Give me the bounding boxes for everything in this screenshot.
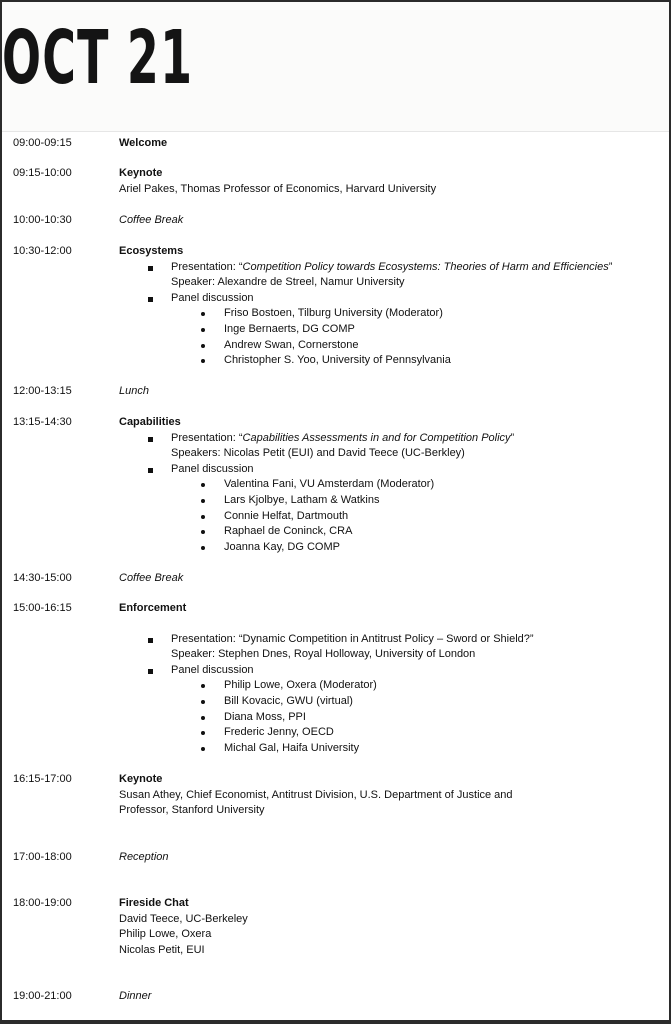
session-title: Coffee Break <box>119 572 184 584</box>
panelist: Joanna Kay, DG COMP <box>119 540 664 556</box>
time-slot: 18:00-19:00 <box>13 897 72 909</box>
bottom-border <box>0 1020 671 1024</box>
speaker-line: Professor, Stanford University <box>119 804 265 817</box>
presentation-item: Presentation: “Dynamic Competition in Antitrust Policy – Sword or Shield?” <box>119 632 664 648</box>
presentation-item: Presentation: “Capabilities Assessments in and for Competition Policy” <box>119 431 664 447</box>
panel-discussion-item: Panel discussion <box>119 462 664 478</box>
speaker-line: Philip Lowe, Oxera <box>119 928 212 941</box>
panelist: Inge Bernaerts, DG COMP <box>119 322 664 338</box>
panelist: Raphael de Coninck, CRA <box>119 524 664 540</box>
panelist: Frederic Jenny, OECD <box>119 725 664 741</box>
session-title: Capabilities <box>119 416 181 428</box>
time-slot: 14:30-15:00 <box>13 572 72 584</box>
time-slot: 09:00-09:15 <box>13 137 72 149</box>
agenda-page <box>2 2 669 1020</box>
speaker-line: Speaker: Stephen Dnes, Royal Holloway, University of London <box>171 648 476 661</box>
panelist: Lars Kjolbye, Latham & Watkins <box>119 493 664 509</box>
session-title: Reception <box>119 851 169 863</box>
speaker-line: Speaker: Alexandre de Streel, Namur University <box>171 276 405 289</box>
speaker-line: Nicolas Petit, EUI <box>119 943 205 956</box>
time-slot: 10:30-12:00 <box>13 245 72 257</box>
session-title: Keynote <box>119 167 163 179</box>
panelist: Valentina Fani, VU Amsterdam (Moderator) <box>119 477 664 493</box>
time-slot: 10:00-10:30 <box>13 214 72 226</box>
speaker-line: David Teece, UC-Berkeley <box>119 912 248 925</box>
panelist: Bill Kovacic, GWU (virtual) <box>119 694 664 710</box>
speaker-line: Speakers: Nicolas Petit (EUI) and David Teece (UC-Berkley) <box>171 447 465 460</box>
presentation-item: Presentation: “Competition Policy towards Ecosystems: Theories of Harm and Efficiencies” <box>119 260 664 276</box>
time-slot: 09:15-10:00 <box>13 167 72 179</box>
time-slot: 16:15-17:00 <box>13 773 72 785</box>
session-title: Keynote <box>119 773 163 785</box>
time-slot: 15:00-16:15 <box>13 602 72 614</box>
session-title: Enforcement <box>119 602 187 614</box>
time-slot: 19:00-21:00 <box>13 990 72 1002</box>
time-slot: 17:00-18:00 <box>13 851 72 863</box>
panelist: Andrew Swan, Cornerstone <box>119 338 664 354</box>
session-title: Welcome <box>119 137 168 149</box>
speaker-line: Ariel Pakes, Thomas Professor of Economics, Harvard University <box>119 182 437 195</box>
session-title: Fireside Chat <box>119 897 189 909</box>
panelist: Philip Lowe, Oxera (Moderator) <box>119 678 664 694</box>
session-title: Dinner <box>119 990 152 1002</box>
session-title: Ecosystems <box>119 245 184 257</box>
speaker-line: Susan Athey, Chief Economist, Antitrust Division, U.S. Department of Justice and <box>119 788 513 801</box>
date-heading: OCT 21 <box>2 15 194 101</box>
panelist: Friso Bostoen, Tilburg University (Moderator) <box>119 306 664 322</box>
panelist: Connie Helfat, Dartmouth <box>119 509 664 525</box>
session-title: Coffee Break <box>119 214 184 226</box>
panel-discussion-item: Panel discussion <box>119 291 664 307</box>
panel-discussion-item: Panel discussion <box>119 663 664 679</box>
page-header <box>2 2 669 132</box>
time-slot: 12:00-13:15 <box>13 385 72 397</box>
time-slot: 13:15-14:30 <box>13 416 72 428</box>
session-title: Lunch <box>119 385 149 397</box>
panelist: Michal Gal, Haifa University <box>119 741 664 757</box>
panelist: Christopher S. Yoo, University of Pennsylvania <box>119 353 664 369</box>
panelist: Diana Moss, PPI <box>119 710 664 726</box>
